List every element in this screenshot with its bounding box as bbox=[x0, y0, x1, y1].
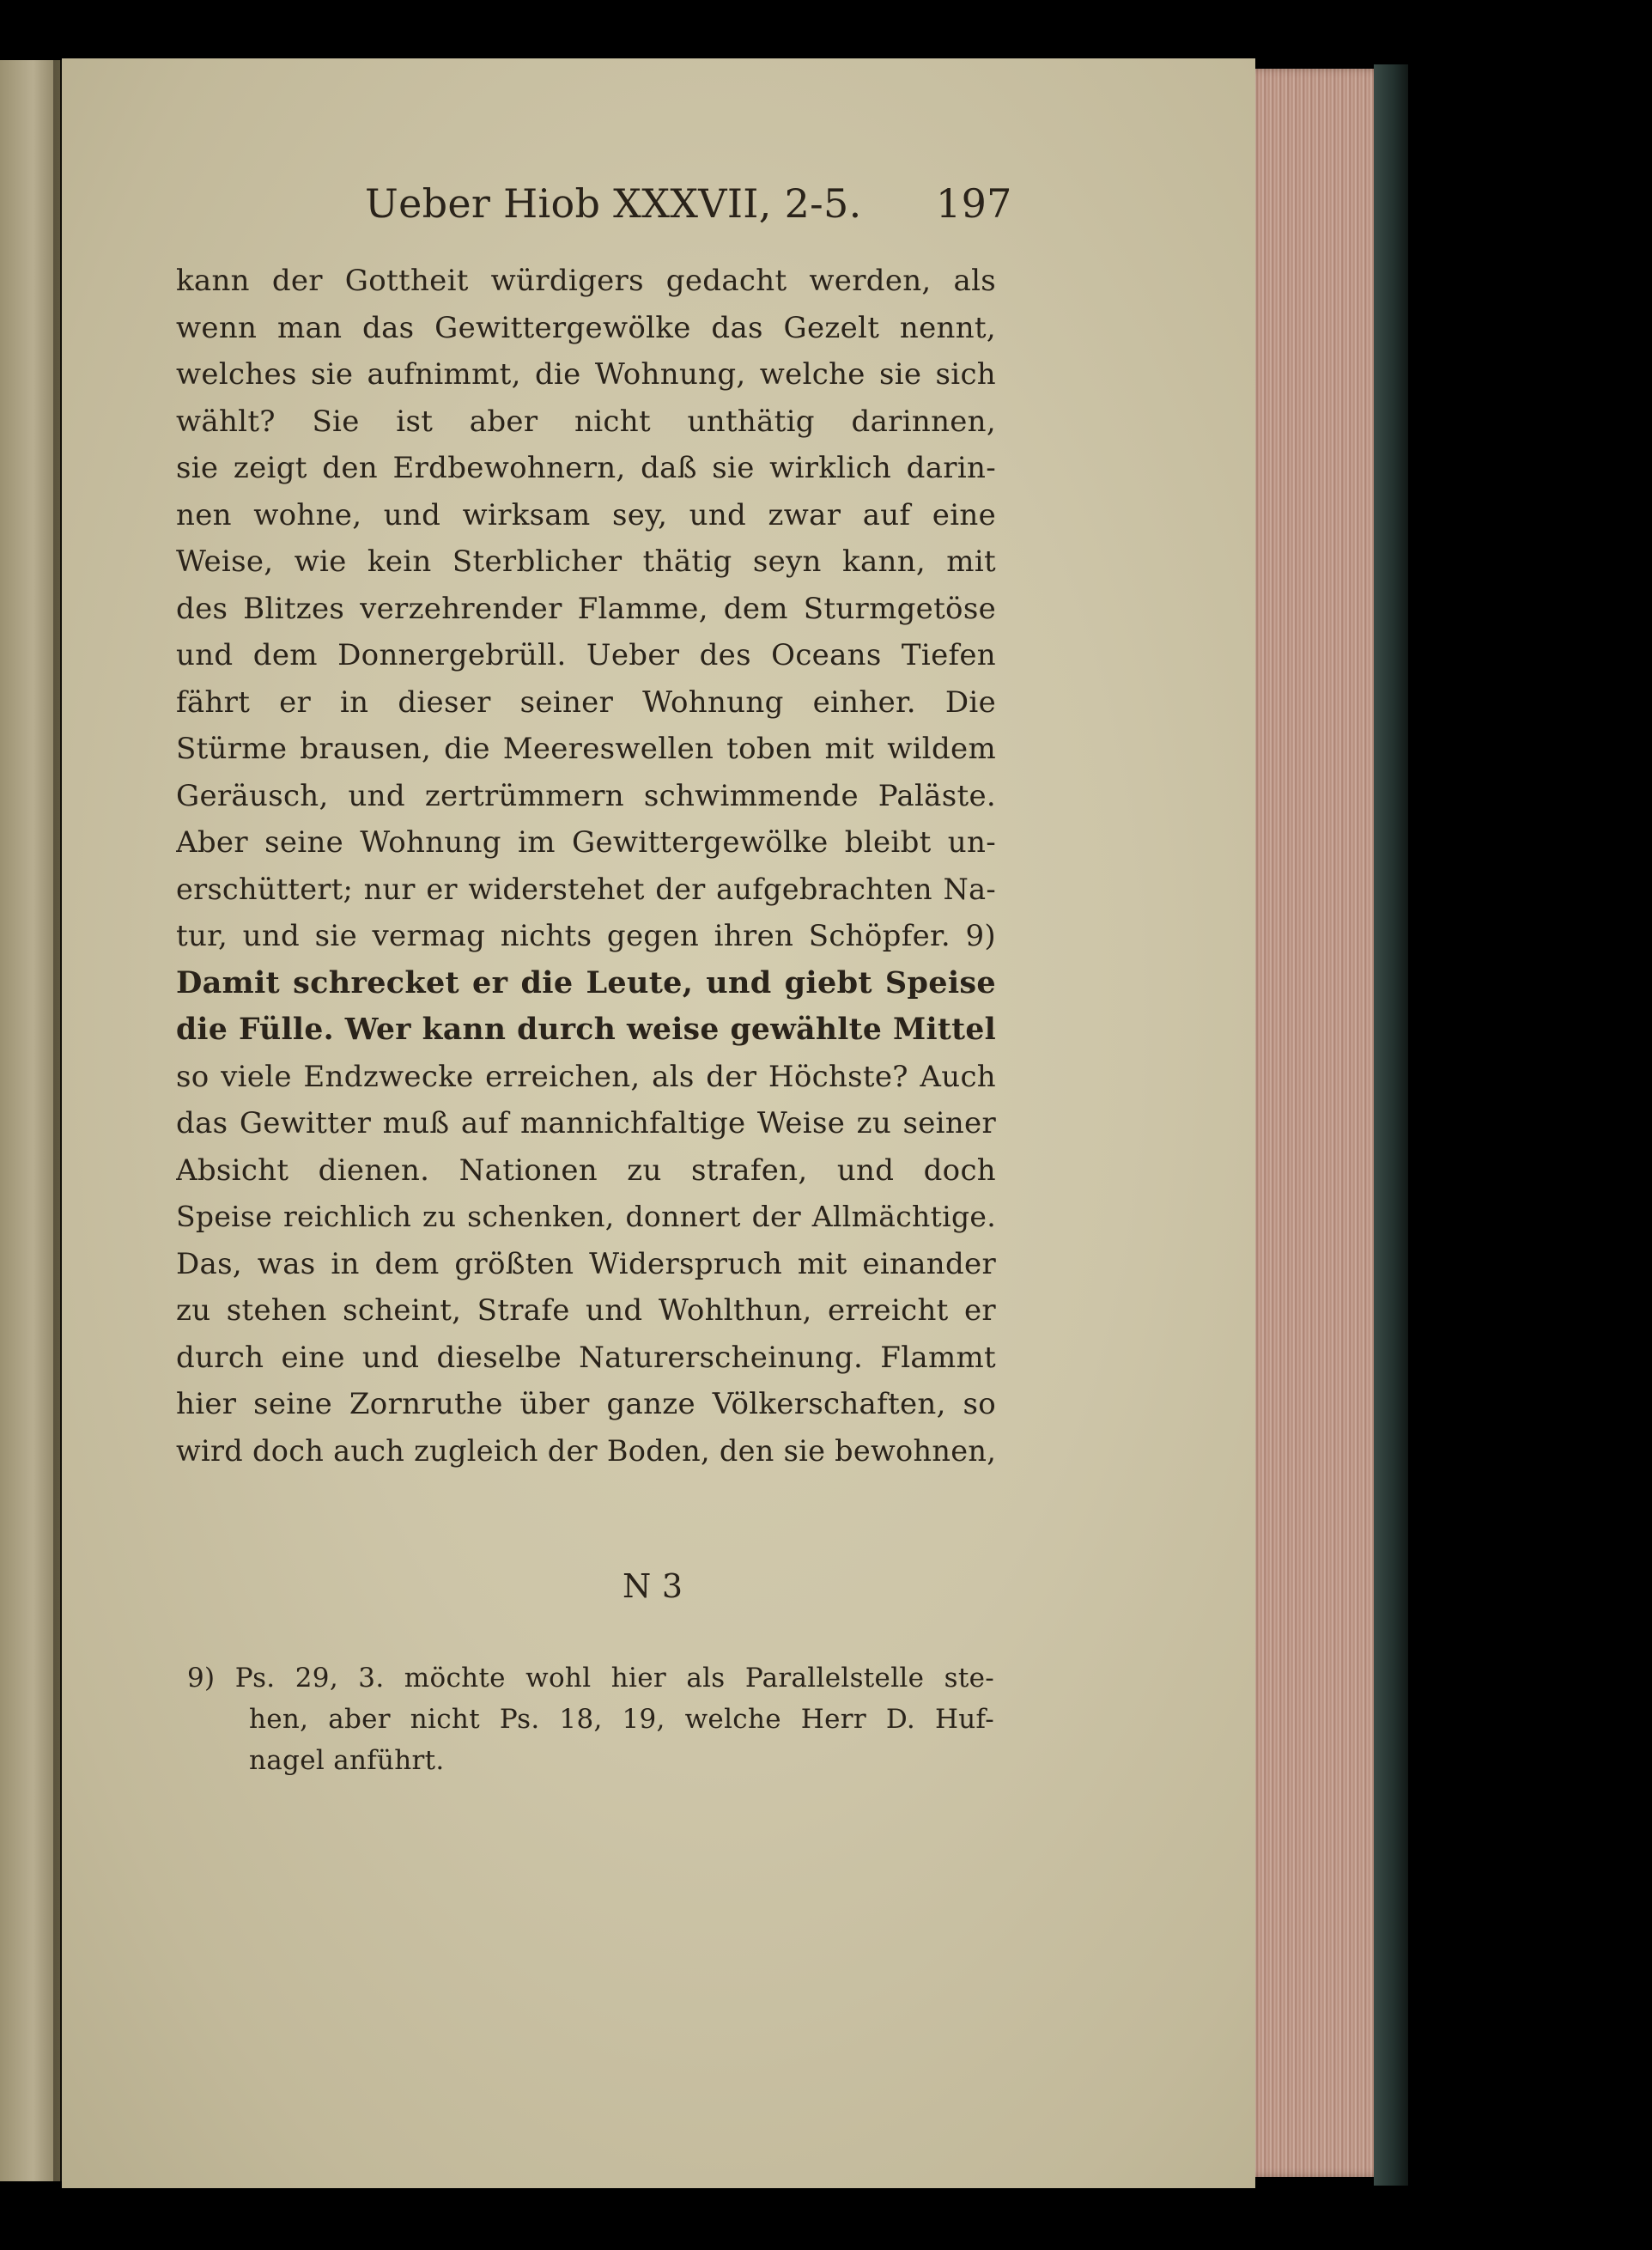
text-line: Geräusch, und zertrümmern schwimmende Paläste. bbox=[176, 778, 996, 813]
text-line-emphasis: die Fülle. Wer kann durch weise gewählte Mittel bbox=[176, 1012, 996, 1047]
text-line: Weise, wie kein Sterblicher thätig seyn kann, mit bbox=[176, 544, 996, 579]
text-line: erschüttert; nur er widerstehet der aufgebrachten Na- bbox=[176, 872, 996, 906]
running-head: Ueber Hiob XXXVII, 2-5. bbox=[365, 180, 862, 227]
signature-mark: N 3 bbox=[623, 1567, 683, 1605]
text-line: wenn man das Gewittergewölke das Gezelt nennt, bbox=[176, 310, 996, 345]
text-line: Stürme brausen, die Meereswellen toben mit wildem bbox=[176, 732, 996, 766]
text-line: wählt? Sie ist aber nicht unthätig darinnen, bbox=[176, 404, 996, 439]
text-line-emphasis: Damit schrecket er die Leute, und giebt Speise bbox=[176, 964, 996, 1000]
page-fore-edges bbox=[1243, 69, 1381, 2177]
body-text bbox=[176, 258, 996, 1475]
text-line: Absicht dienen. Nationen zu strafen, und doch bbox=[176, 1152, 996, 1188]
text-line: und dem Donnergebrüll. Ueber des Oceans Tiefen bbox=[176, 638, 996, 672]
left-page-edge bbox=[0, 60, 60, 2181]
footnote-line: hen, aber nicht Ps. 18, 19, welche Herr D. Huf- bbox=[249, 1704, 994, 1735]
page-number: 197 bbox=[936, 180, 1012, 227]
text-line: Aber seine Wohnung im Gewittergewölke bleibt un- bbox=[176, 825, 996, 860]
text-line: hier seine Zornruthe über ganze Völkerschaften, so bbox=[176, 1387, 996, 1421]
text-line: des Blitzes verzehrender Flamme, dem Sturmgetöse bbox=[176, 591, 996, 626]
text-line: so viele Endzwecke erreichen, als der Höchste? Auch bbox=[176, 1059, 996, 1094]
text-line: zu stehen scheint, Strafe und Wohlthun, erreicht er bbox=[176, 1293, 996, 1328]
footnote bbox=[187, 1657, 994, 1781]
text-line: tur, und sie vermag nichts gegen ihren Schöpfer. 9) bbox=[176, 919, 996, 953]
text-line: nen wohne, und wirksam sey, und zwar auf eine bbox=[176, 497, 996, 532]
text-line: wird doch auch zugleich der Boden, den sie bewohnen, bbox=[176, 1433, 996, 1468]
text-line: durch eine und dieselbe Naturerscheinung. Flammt bbox=[176, 1340, 996, 1375]
book-cover-edge bbox=[1374, 64, 1408, 2186]
text-line: kann der Gottheit würdigers gedacht werden, als bbox=[176, 264, 996, 298]
footnote-line: nagel anführt. bbox=[249, 1745, 445, 1776]
text-line: Speise reichlich zu schenken, donnert der Allmächtige. bbox=[176, 1200, 996, 1233]
text-line: welches sie aufnimmt, die Wohnung, welche sie sich bbox=[176, 357, 996, 392]
text-line: Das, was in dem größten Widerspruch mit einander bbox=[176, 1246, 996, 1281]
text-line: fährt er in dieser seiner Wohnung einher. Die bbox=[176, 684, 996, 720]
text-line: sie zeigt den Erdbewohnern, daß sie wirklich darin- bbox=[176, 451, 996, 485]
text-line: das Gewitter muß auf mannichfaltige Weise zu seiner bbox=[176, 1106, 996, 1140]
footnote-line: 9) Ps. 29, 3. möchte wohl hier als Parallelstelle ste- bbox=[187, 1663, 994, 1694]
